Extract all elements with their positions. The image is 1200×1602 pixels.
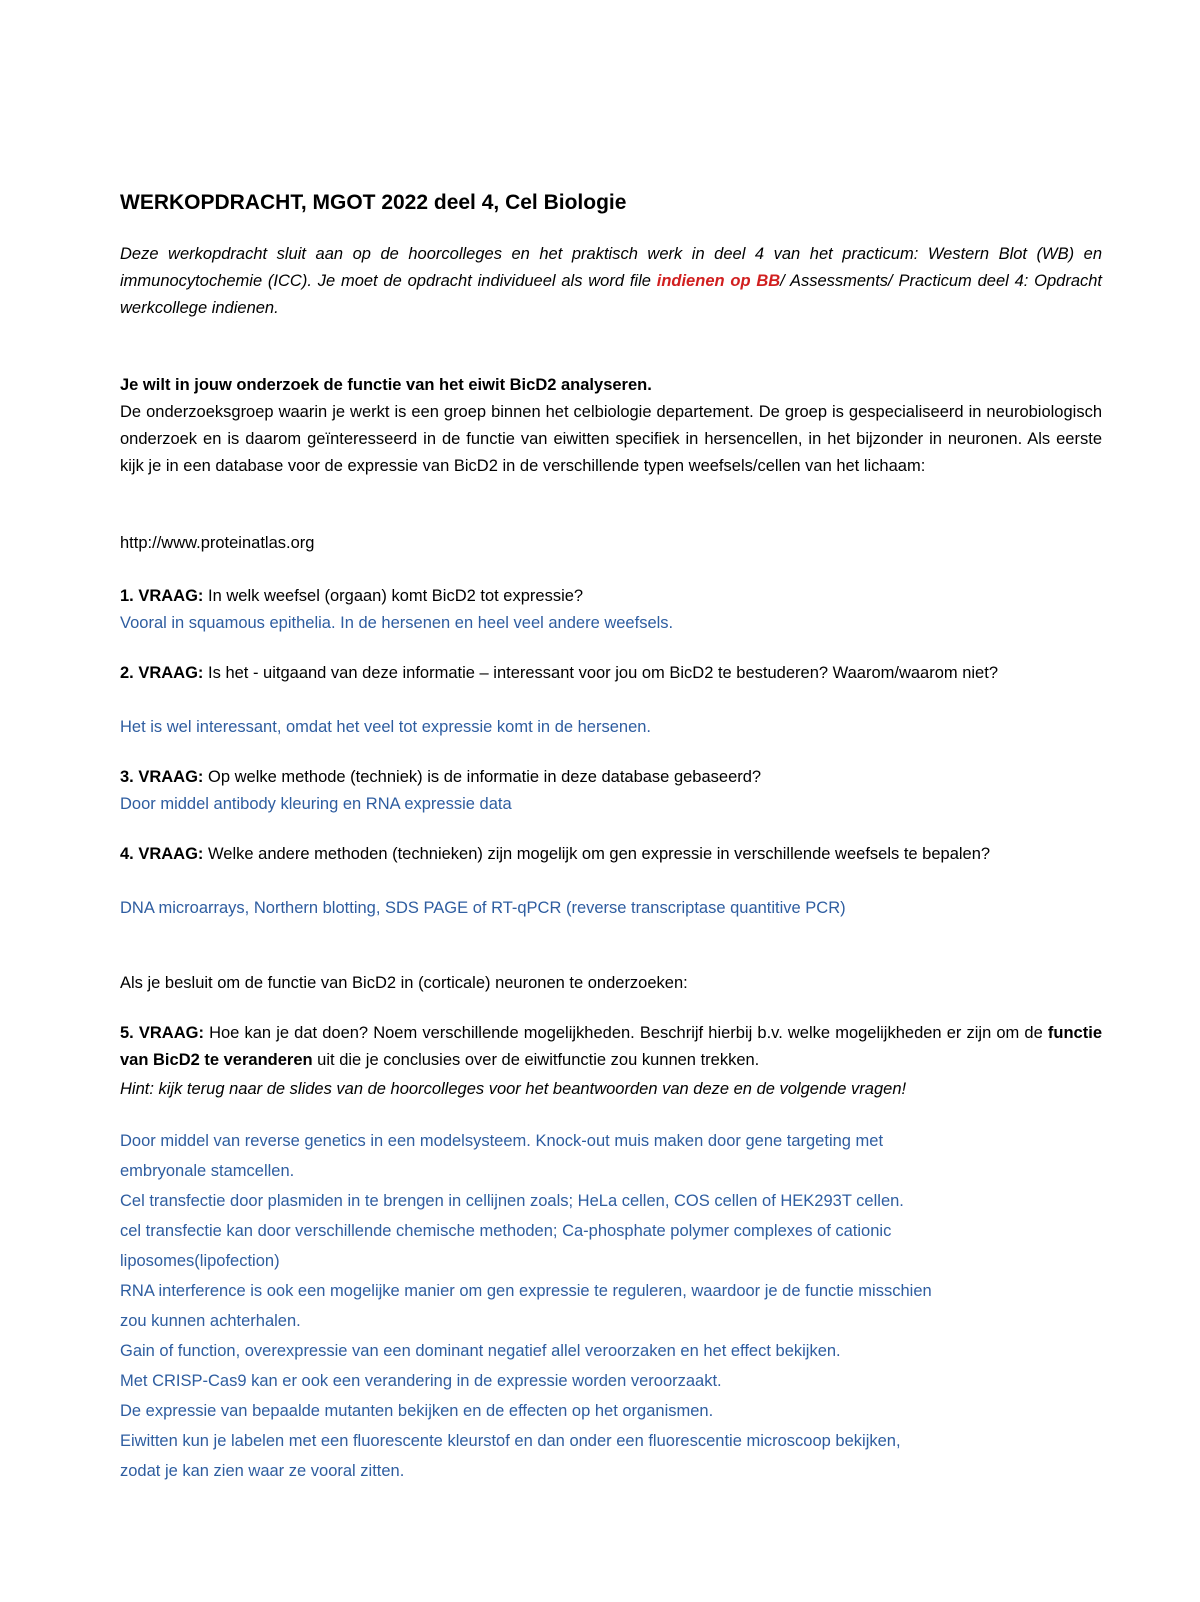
question-4 — [120, 841, 1102, 868]
transition-text: Als je besluit om de functie van BicD2 in (corticale) neuronen te onderzoeken: — [120, 974, 688, 992]
answer-4: DNA microarrays, Northern blotting, SDS PAGE of RT-qPCR (reverse transcriptase quantitive PCR) — [120, 899, 846, 917]
context-body: De onderzoeksgroep waarin je werkt is een groep binnen het celbiologie departement. De groep is gespecialiseerd in neurobiologisch onderzoek en is daarom geïnteresseerd in de functie van eiwitten specifiek in hersencellen, in het bijzonder in neuronen. Als eerste kijk je in een database voor de expressie van BicD2 in de verschillende typen weefsels/cellen van het lichaam: — [120, 403, 1102, 475]
question-2-text: Is het - uitgaand van deze informatie – interessant voor jou om BicD2 te bestuderen? Waarom/waarom niet? — [203, 664, 998, 682]
answer-5-line: liposomes(lipofection) — [120, 1252, 280, 1270]
intro-text-start: Deze werkopdracht sluit aan op de hoorcolleges en het praktisch werk in deel 4 van het practicum: Western Blot (WB) en immunocytochemie (ICC). Je moet de opdracht individueel als word file — [120, 245, 1102, 290]
document-title: WERKOPDRACHT, MGOT 2022 deel 4, Cel Biologie — [120, 191, 627, 214]
question-2-label: 2. VRAAG: — [120, 664, 204, 682]
answer-5-line: zou kunnen achterhalen. — [120, 1312, 301, 1330]
answer-5-line: Eiwitten kun je labelen met een fluorescente kleurstof en dan onder een fluorescentie microscoop bekijken, — [120, 1432, 901, 1450]
question-5-emphasis: functie van BicD2 te veranderen — [120, 1024, 1102, 1069]
answer-5-line: Gain of function, overexpressie van een dominant negatief allel veroorzaken en het effect bekijken. — [120, 1342, 841, 1360]
question-1 — [120, 583, 1102, 610]
hint-text: Hint: kijk terug naar de slides van de hoorcolleges voor het beantwoorden van deze en de volgende vragen! — [120, 1080, 907, 1098]
answer-1: Vooral in squamous epithelia. In de hersenen en heel veel andere weefsels. — [120, 614, 674, 632]
question-3-text: Op welke methode (techniek) is de informatie in deze database gebaseerd? — [203, 768, 762, 786]
question-5-label: 5. VRAAG: — [120, 1024, 204, 1042]
answer-5-line: Cel transfectie door plasmiden in te brengen in cellijnen zoals; HeLa cellen, COS cellen of HEK293T cellen. — [120, 1192, 904, 1210]
answer-3: Door middel antibody kleuring en RNA expressie data — [120, 795, 512, 813]
intro-text-end: / Assessments/ Practicum deel 4: Opdracht werkcollege indienen. — [120, 272, 1103, 317]
answer-5-line: Met CRISP-Cas9 kan er ook een verandering in de expressie worden veroorzaakt. — [120, 1372, 722, 1390]
context-heading: Je wilt in jouw onderzoek de functie van het eiwit BicD2 analyseren. — [120, 376, 652, 394]
answer-5-line: RNA interference is ook een mogelijke manier om gen expressie te reguleren, waardoor je de functie misschien — [120, 1282, 932, 1300]
answer-2: Het is wel interessant, omdat het veel tot expressie komt in de hersenen. — [120, 718, 652, 736]
answer-5-line: embryonale stamcellen. — [120, 1162, 295, 1180]
answer-5-line: cel transfectie kan door verschillende chemische methoden; Ca-phosphate polymer complexes of cationic — [120, 1222, 892, 1240]
question-3-label: 3. VRAAG: — [120, 768, 204, 786]
intro-paragraph — [120, 241, 1102, 322]
submission-highlight: indienen op BB — [656, 272, 781, 290]
question-5-text-end: uit die je conclusies over de eiwitfunctie zou kunnen trekken. — [312, 1051, 760, 1069]
question-4-label: 4. VRAAG: — [120, 845, 204, 863]
database-url: http://www.proteinatlas.org — [120, 534, 315, 552]
question-2 — [120, 660, 1102, 687]
answer-5-line: De expressie van bepaalde mutanten bekijken en de effecten op het organismen. — [120, 1402, 714, 1420]
question-4-text: Welke andere methoden (technieken) zijn mogelijk om gen expressie in verschillende weefsels te bepalen? — [203, 845, 991, 863]
answer-5-line: zodat je kan zien waar ze vooral zitten. — [120, 1462, 405, 1480]
question-5-text-start: Hoe kan je dat doen? Noem verschillende mogelijkheden. Beschrijf hierbij b.v. welke mogelijkheden er zijn om de — [203, 1024, 1048, 1042]
answer-5 — [120, 1126, 1102, 1486]
question-3 — [120, 764, 1102, 791]
question-1-text: In welk weefsel (orgaan) komt BicD2 tot expressie? — [203, 587, 584, 605]
question-5 — [120, 1020, 1102, 1074]
answer-5-line: Door middel van reverse genetics in een modelsysteem. Knock-out muis maken door gene targeting met — [120, 1132, 884, 1150]
question-1-label: 1. VRAAG: — [120, 587, 204, 605]
